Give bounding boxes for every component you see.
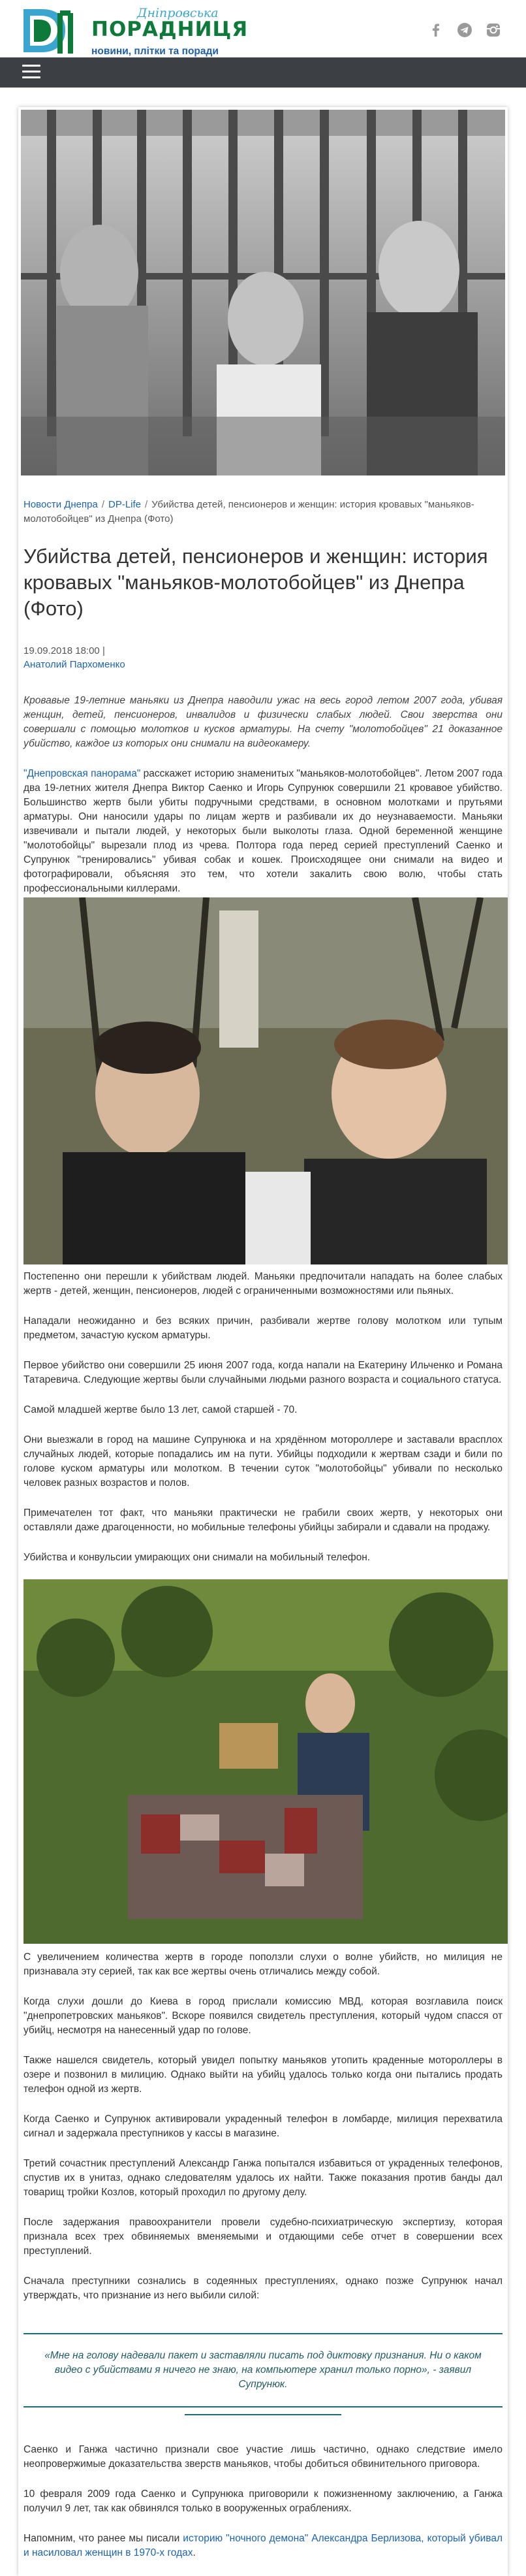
paragraph: Саенко и Ганжа частично признали свое участие лишь частично, однако следствие имело неопровержимые доказательства зверств маньяков, чтобы добиться обвинительного приговора.	[23, 2444, 503, 2470]
paragraph: Они выезжали в город на машине Супрунюка и на хрядённом мотороллере и заставали врасплох случайных людей, которые попадались им на пути. Убийцы подходили к жертвам сзади и били по голове куском арматуры или молотком. В течении суток "молотобойцы" убивали по несколько человек разных возрастов и полов.	[23, 1434, 503, 1489]
paragraph: С увеличением количества жертв в городе поползли слухи о волне убийств, но милиция не признавала эту серией, так как все жертвы очень отличались между собой.	[23, 1952, 503, 1977]
logo-tagline: новини, плітки та поради	[91, 46, 219, 57]
main-navbar	[0, 57, 526, 88]
article-title: Убийства детей, пенсионеров и женщин: история кровавых "маньяков-молотобойцев" из Днепра (Фото)	[23, 545, 488, 620]
blockquote	[23, 2333, 503, 2407]
paragraph: Сначала преступники сознались в содеянных преступлениях, однако позже Супрунюк начал утверждать, что признание из него выбили силой:	[23, 2276, 503, 2301]
site-header	[0, 0, 526, 57]
paragraph: Первое убийство они совершили 25 июня 2007 года, когда напали на Екатерину Ильченко и Романа Татаревича. Следующие жертвы были случайными людьми разного возраста и социального статуса.	[23, 1360, 503, 1385]
breadcrumb-section-link[interactable]: DP-Life	[108, 499, 142, 510]
breadcrumb-home-link[interactable]: Новости Днепра	[23, 499, 98, 510]
telegram-icon[interactable]	[457, 22, 472, 38]
paragraph: 10 февраля 2009 года Саенко и Супрунюка приговорили к пожизненному заключению, а Ганжа получил 9 лет, так как обвинялся только в вооруженных ограблениях.	[23, 2488, 503, 2514]
article-author-link[interactable]: Анатолий Пархоменко	[23, 659, 125, 670]
paragraph: Примечателен тот факт, что маньяки практически не грабили своих жертв, у некоторых они оставляли даже драгоценности, но мобильные телефоны убийцы забирали и сдавали на продажу.	[23, 1507, 503, 1533]
hero-photo-defendants	[21, 110, 505, 475]
paragraph: Напомним, что ранее мы писали историю "ночного демона" Александра Берлизова, который убивал и насиловал женщин в 1970-х годах.	[23, 2533, 503, 2558]
article-container	[18, 107, 508, 2576]
paragraph: Постепенно они перешли к убийствам людей. Маньяки предпочитали нападать на более слабых жертв - детей, женщин, пенсионеров, людей с ограниченными возможностями или пьяных.	[23, 1271, 503, 1296]
article-lead: Кровавые 19-летние маньяки из Днепра наводили ужас на весь город летом 2007 года, убивая женщин, детей, пенсионеров, инвалидов и физически слабых людей. Свои зверства они совершали с помощью молотков и кусков арматуры. На счету "молотобойцев" 21 доказанное убийство, каждое из которых они снимали на видеокамеру.	[23, 695, 503, 749]
instagram-icon[interactable]	[486, 22, 501, 38]
photo-crime-scene-blurred	[23, 1579, 508, 1944]
facebook-icon[interactable]	[428, 22, 444, 38]
logo-big-text: ПОРАДНИЦЯ	[91, 18, 249, 41]
paragraph: Когда Саенко и Супрунюк активировали украденный телефон в ломбарде, милиция перехватила сигнал и задержала преступников у кассы в магазине.	[23, 2114, 503, 2139]
menu-hamburger-icon[interactable]	[22, 65, 40, 80]
source-link[interactable]: "Днепровская панорама"	[23, 768, 141, 779]
logo-small-text: Дніпровська	[137, 6, 219, 20]
paragraph: После задержания правоохранители провели судебно-психиатрическую экспертизу, которая признала всех трех обвиняемых вменяемыми и отдающими себе отчет в совершении всех преступлений.	[23, 2217, 503, 2257]
breadcrumb-separator: /	[101, 499, 104, 510]
social-links	[428, 22, 501, 38]
paragraph: Также нашелся свидетель, который увидел попытку маньяков утопить краденные мотороллеры в озере и позвонил в милицию. Однако выйти на убийц удалось только когда они пытались продать телефон одной из жертв.	[23, 2055, 503, 2095]
paragraph: "Днепровская панорама" расскажет историю знаменитых "маньяков-молотобойцев". Летом 2007 года два 19-летних жителя Днепра Виктор Саенко и Игорь Супрунюк совершили 21 кровавое убийство. Большинство жертв были убиты подручными средствами, в основном молотками и прутьями арматуры. Они наносили удары по лицам жертв и разбивали их до неузнаваемости. Маньяки извечивали и пытали людей, у некоторых были выколоты глаза. Одной беременной женщине "молотобойцы" вырезали плод из чрева. Полтора года перед серией преступлений Саенко и Супрунюк "тренировались" убивая собак и кошек. Происходящее они снимали на видео и фотографировали, объясняя это тем, что хотели закалить свою волю, чтобы стать профессиональными киллерами.	[23, 768, 503, 894]
paragraph: Нападали неожиданно и без всяких причин, разбивали жертве голову молотком или тупым предметом, зачастую куском арматуры.	[23, 1315, 503, 1341]
article-meta	[21, 644, 505, 671]
paragraph: Убийства и конвульсии умирающих они снимали на мобильный телефон.	[23, 1552, 371, 1563]
related-article-link[interactable]: историю "ночного демона" Александра Берлизова, который убивал и насиловал женщин в 1970-х годах	[23, 2533, 503, 2558]
paragraph: Когда слухи дошли до Киева в город прислали комиссию МВД, которая возглавила поиск "днепропетровских маньяков". Вскоре появился свидетель преступления, который чудом спасся от убийц, несмотря на нанесенный удар по голове.	[23, 1996, 503, 2036]
photo-maniacs-selfie	[23, 897, 508, 1264]
article-body	[21, 767, 505, 2560]
breadcrumb	[21, 498, 505, 526]
paragraph: Самой младшей жертве было 13 лет, самой старшей - 70.	[23, 1404, 298, 1415]
paragraph: Третий сочастник преступлений Александр Ганжа попытался избавиться от украденных телефонов, спустив их в унитаз, однако следователям удалось их найти. Также показания против банды дал товарищ тройки Козлов, который проходил по другому делу.	[23, 2158, 503, 2198]
breadcrumb-separator: /	[145, 499, 148, 510]
quote-divider	[185, 2414, 341, 2415]
site-logo[interactable]	[20, 5, 248, 57]
article-date: 19.09.2018 18:00 |	[23, 645, 105, 656]
breadcrumb-current: Убийства детей, пенсионеров и женщин: история кровавых "маньяков-молотобойцев" из Днепра (Фото)	[23, 499, 474, 524]
quote-text: «Мне на голову надевали пакет и заставляли писать под диктовку признания. Ни о каком видео с убийствами я ничего не знаю, на компьютере хранил только порно», - заявил Супрунюк.	[44, 2350, 482, 2390]
logo-mark	[20, 5, 87, 55]
